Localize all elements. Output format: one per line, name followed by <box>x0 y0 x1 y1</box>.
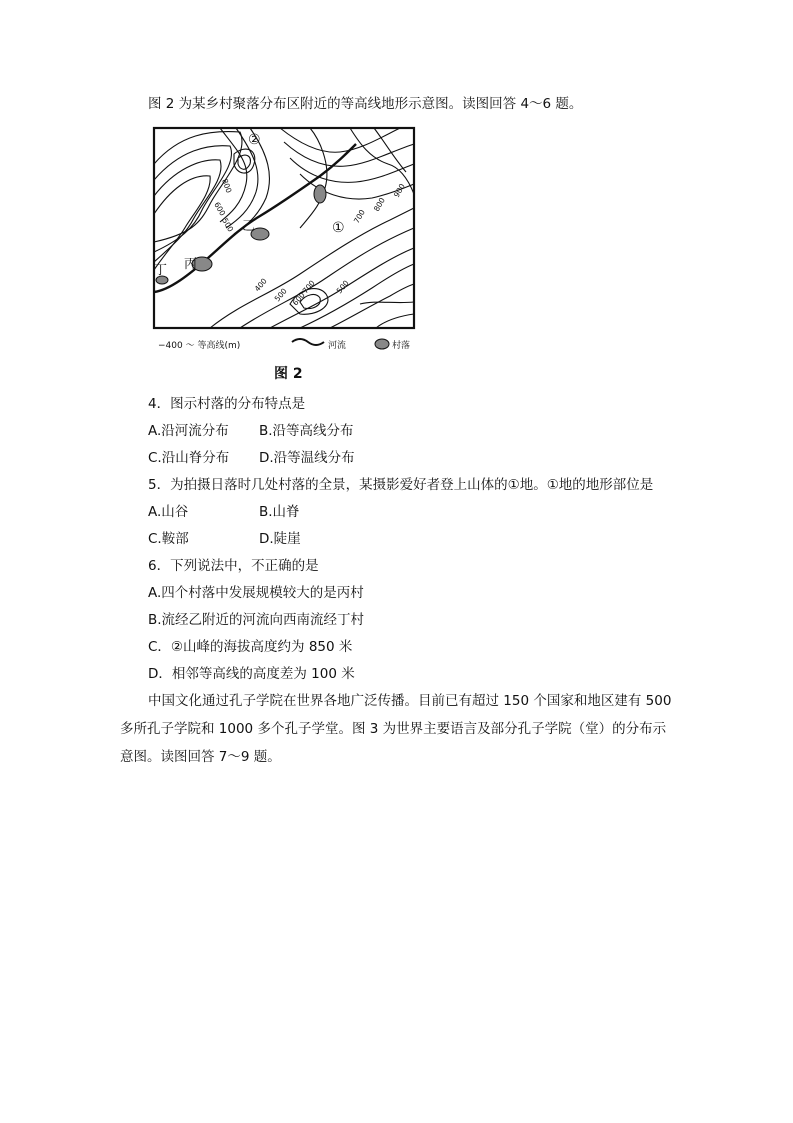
svg-text:800: 800 <box>371 196 387 213</box>
intro-text-fig3-line1: 中国文化通过孔子学院在世界各地广泛传播。目前已有超过 150 个国家和地区建有 500 <box>148 693 672 709</box>
svg-text:700: 700 <box>351 208 367 225</box>
q6-option-b: B.流经乙附近的河流向西南流经丁村 <box>148 612 365 628</box>
q5-option-a: A.山谷 <box>148 504 189 520</box>
label-ding: 丁 <box>154 263 168 278</box>
intro-text-fig3-line2: 多所孔子学院和 1000 多个孔子学堂。图 3 为世界主要语言及部分孔子学院（堂）的分布示 <box>120 721 667 737</box>
q6-stem: 6．下列说法中，不正确的是 <box>148 558 319 574</box>
svg-text:500: 500 <box>334 278 351 296</box>
svg-text:900: 900 <box>391 182 407 199</box>
label-point-2: ② <box>248 132 261 148</box>
q4-option-b: B.沿等高线分布 <box>259 423 354 439</box>
svg-text:500: 500 <box>220 216 236 234</box>
svg-text:600: 600 <box>290 290 307 308</box>
intro-text-fig3-line3: 意图。读图回答 7～9 题。 <box>120 749 281 765</box>
q5-option-d: D.陡崖 <box>259 531 301 547</box>
label-yi: 乙 <box>242 219 256 234</box>
q6-option-a: A.四个村落中发展规模较大的是丙村 <box>148 585 364 601</box>
svg-text:400: 400 <box>252 276 269 294</box>
label-bing: 丙 <box>184 257 198 272</box>
intro-text-fig2: 图 2 为某乡村聚落分布区附近的等高线地形示意图。读图回答 4～6 题。 <box>148 96 583 112</box>
legend-river: 河流 <box>328 341 347 351</box>
q6-option-c: C．②山峰的海拔高度约为 850 米 <box>148 639 353 655</box>
q5-stem: 5．为拍摄日落时几处村落的全景，某摄影爱好者登上山体的①地。①地的地形部位是 <box>148 477 654 493</box>
label-point-1: ① <box>332 220 345 236</box>
svg-text:800: 800 <box>220 177 234 195</box>
q4-stem: 4．图示村落的分布特点是 <box>148 396 306 412</box>
q4-option-a: A.沿河流分布 <box>148 423 229 439</box>
q4-option-d: D.沿等温线分布 <box>259 450 355 466</box>
q5-option-b: B.山脊 <box>259 504 300 520</box>
svg-text:700: 700 <box>300 278 317 296</box>
q5-option-c: C.鞍部 <box>148 531 189 547</box>
figure-caption: 图 2 <box>274 366 303 380</box>
svg-text:500: 500 <box>272 286 289 304</box>
legend-river-symbol <box>292 339 324 345</box>
legend-village: 村落 <box>392 341 411 351</box>
village-jia <box>314 185 326 203</box>
q4-option-c: C.沿山脊分布 <box>148 450 230 466</box>
legend-village-symbol <box>375 339 389 349</box>
svg-text:600: 600 <box>212 200 228 218</box>
contour-map-figure <box>150 124 418 380</box>
q6-option-d: D．相邻等高线的高度差为 100 米 <box>148 666 355 682</box>
map-legend <box>158 339 410 380</box>
legend-contour: −400 ～ 等高线(m) <box>158 341 241 351</box>
